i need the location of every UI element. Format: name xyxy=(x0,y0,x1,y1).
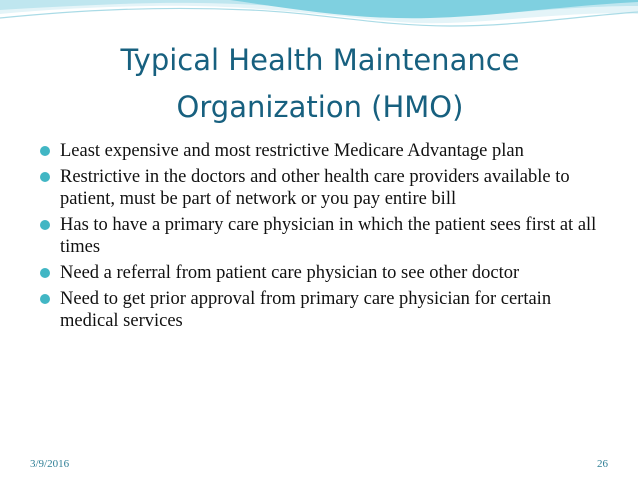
title-line-2: Organization (HMO) xyxy=(176,90,464,124)
page-number: 26 xyxy=(597,458,608,470)
bullet-item xyxy=(38,288,598,332)
bullet-dot-icon xyxy=(40,268,50,278)
bullet-item xyxy=(38,140,598,162)
bullet-dot-icon xyxy=(40,220,50,230)
slide-title xyxy=(60,37,580,131)
bullet-item xyxy=(38,262,598,284)
bullet-text: Need a referral from patient care physician to see other doctor xyxy=(60,263,520,283)
footer-date: 3/9/2016 xyxy=(30,458,70,470)
title-line-1: Typical Health Maintenance xyxy=(120,43,520,77)
bullet-dot-icon xyxy=(40,146,50,156)
bullet-list xyxy=(38,140,598,336)
bullet-item xyxy=(38,166,598,210)
bullet-text: Least expensive and most restrictive Medicare Advantage plan xyxy=(60,141,524,161)
bullet-item xyxy=(38,214,598,258)
bullet-text: Restrictive in the doctors and other health care providers available to patient, must be part of network or you pay entire bill xyxy=(60,167,570,209)
bullet-text: Need to get prior approval from primary care physician for certain medical services xyxy=(60,289,552,331)
bullet-dot-icon xyxy=(40,294,50,304)
bullet-text: Has to have a primary care physician in which the patient sees first at all times xyxy=(60,215,597,257)
bullet-dot-icon xyxy=(40,172,50,182)
